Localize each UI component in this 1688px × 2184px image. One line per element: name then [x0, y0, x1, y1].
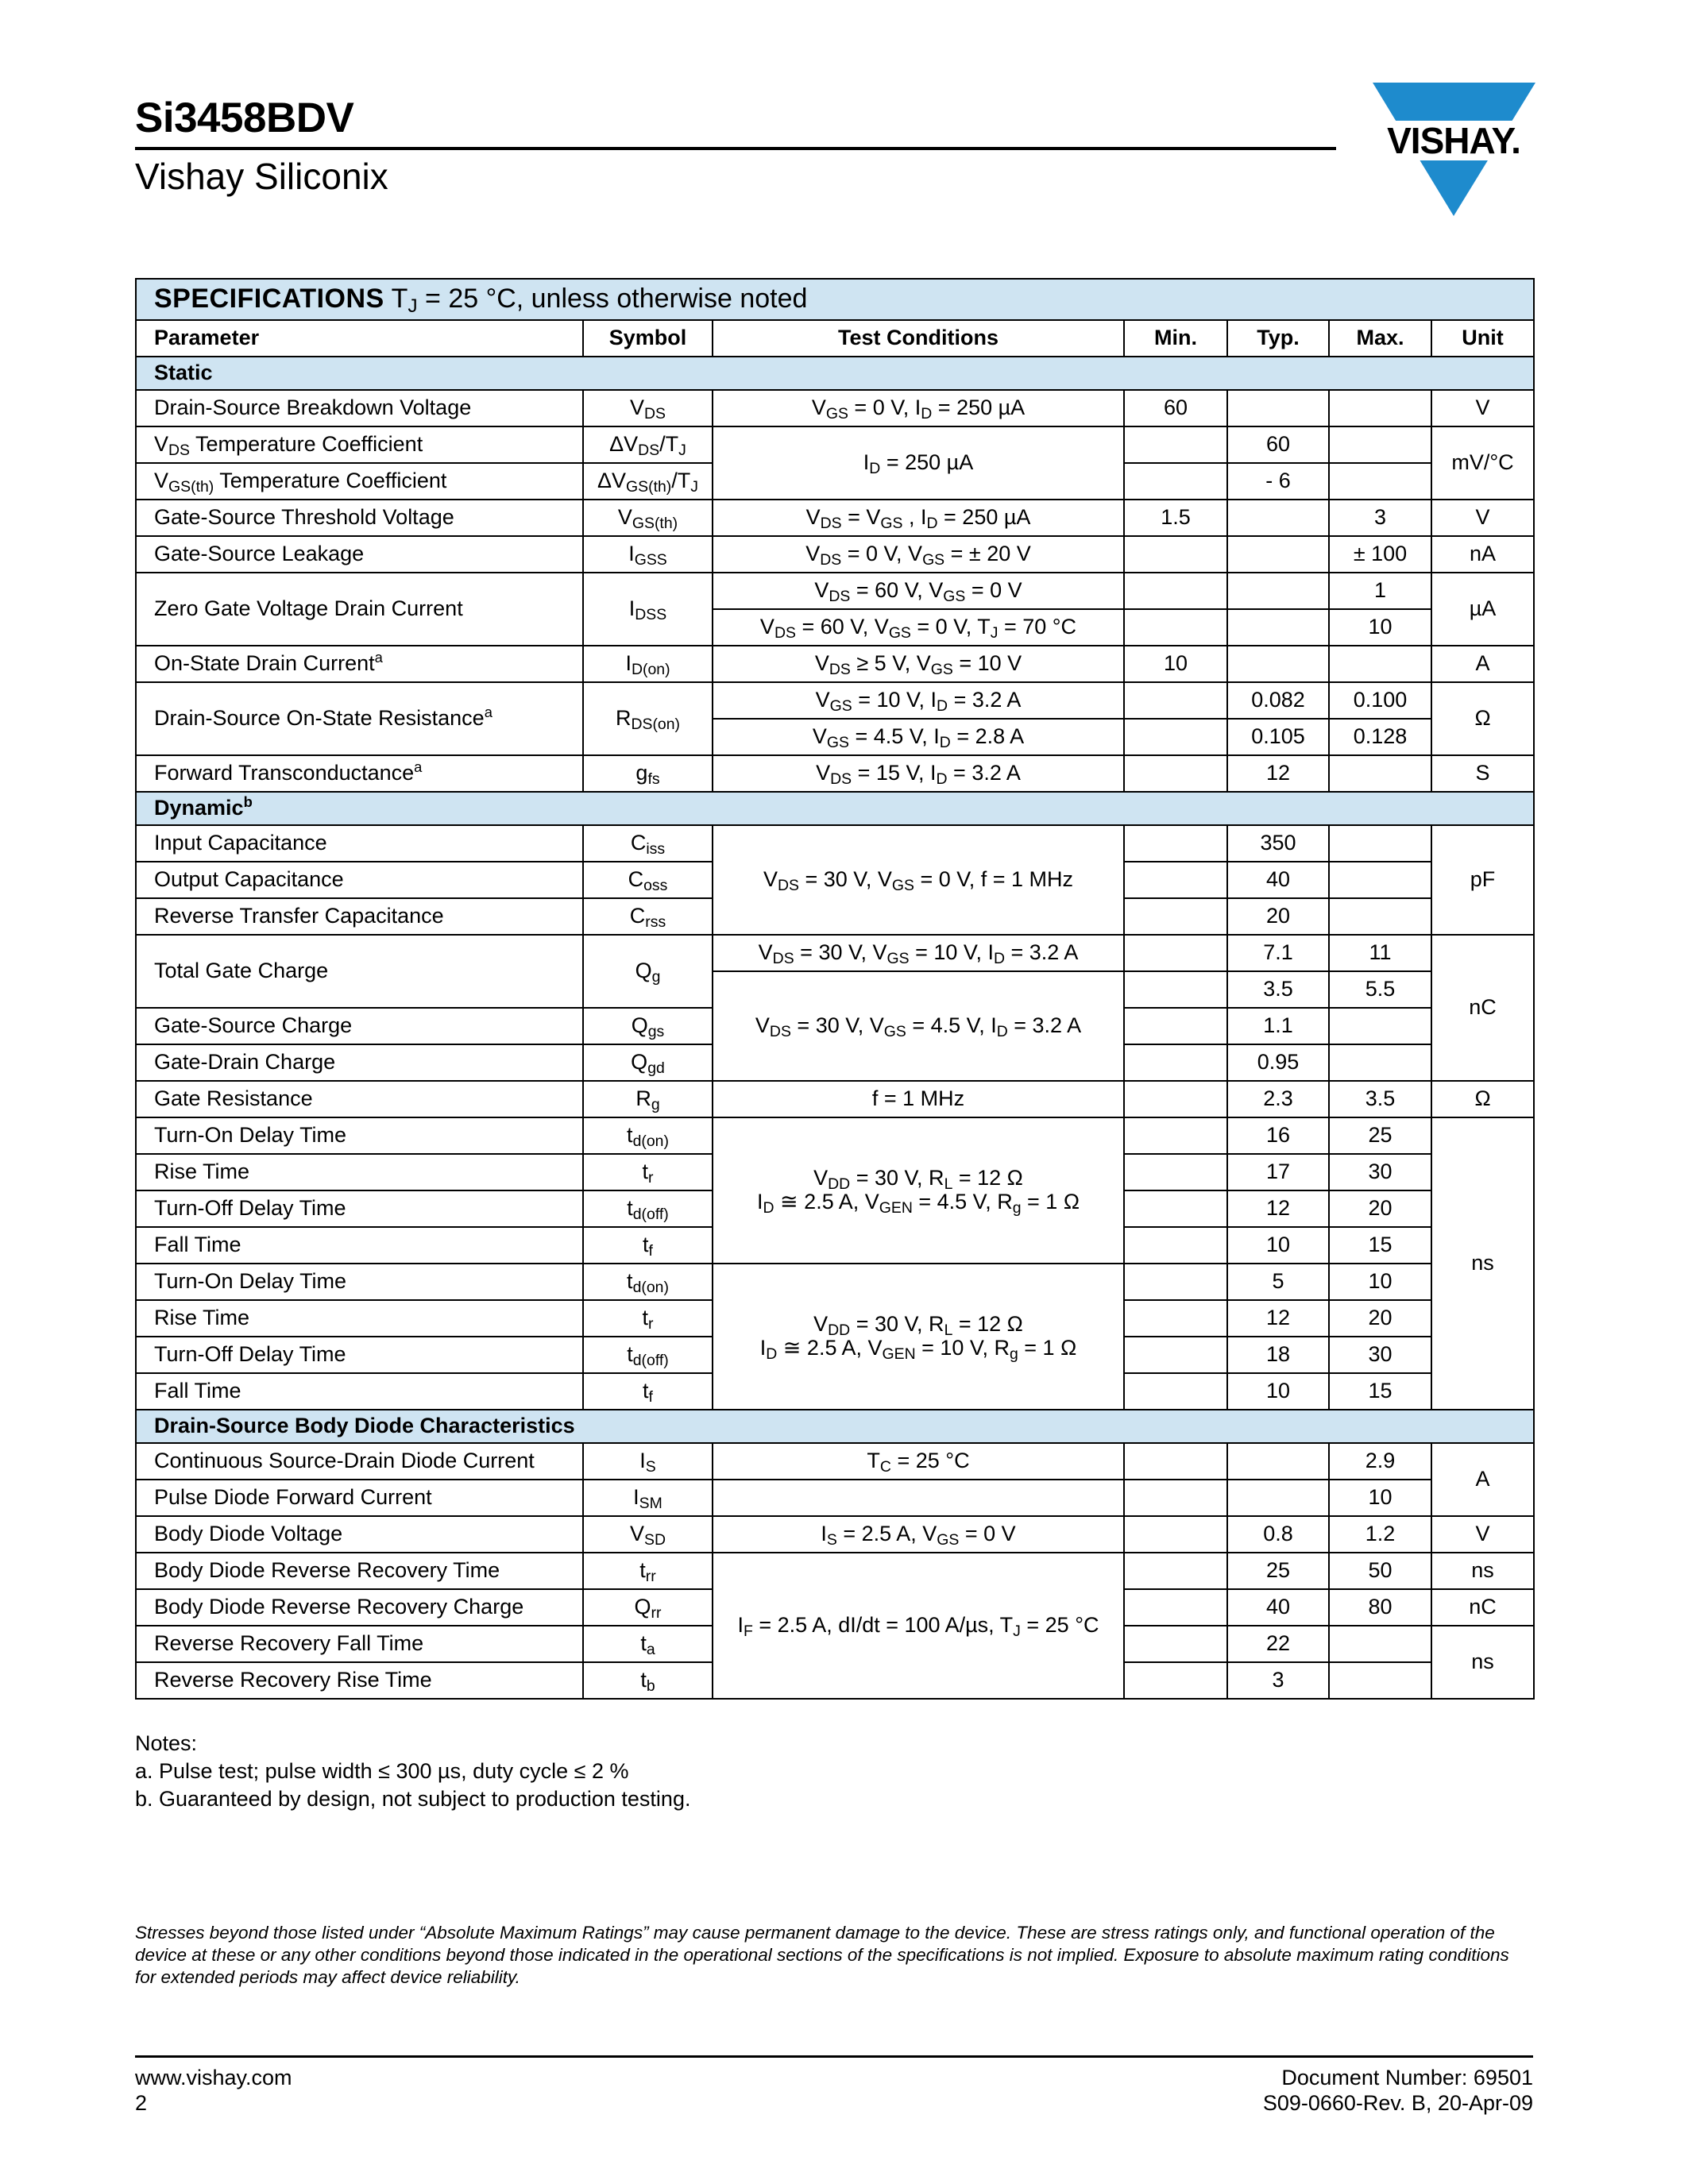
cell-param: Reverse Recovery Fall Time	[136, 1626, 583, 1662]
cell-sym: $Q_{gs}$	[583, 1008, 713, 1044]
cell-min	[1124, 1662, 1227, 1699]
cell-unit: Ω	[1431, 682, 1534, 755]
cell-max	[1329, 646, 1431, 682]
cell-sym: $t_a$	[583, 1626, 713, 1662]
cell-typ: 60	[1227, 426, 1329, 463]
note-a: a. Pulse test; pulse width ≤ 300 µs, duty cycle ≤ 2 %	[135, 1759, 629, 1783]
cell-min	[1124, 1117, 1227, 1154]
cell-typ: 0.082	[1227, 682, 1329, 719]
cell-sym: $\Delta V_{GS(th)}/T_J$	[583, 463, 713, 500]
cell-sym: $C_{oss}$	[583, 862, 713, 898]
table-row	[136, 573, 1534, 609]
col-header-symbol: Symbol	[583, 320, 713, 357]
table-row	[136, 646, 1534, 682]
cell-min	[1124, 898, 1227, 935]
table-row	[136, 536, 1534, 573]
table-row	[136, 1264, 1534, 1300]
table-row	[136, 935, 1534, 971]
cell-max: 2.9	[1329, 1443, 1431, 1480]
footer-page-number: 2	[135, 2091, 148, 2115]
col-header-max: Max.	[1329, 320, 1431, 357]
cell-sym: $t_f$	[583, 1373, 713, 1410]
cell-typ: 12	[1227, 755, 1329, 792]
cell-param: Turn-Off Delay Time	[136, 1190, 583, 1227]
cell-typ: 16	[1227, 1117, 1329, 1154]
cell-typ: 18	[1227, 1337, 1329, 1373]
cell-min	[1124, 825, 1227, 862]
cell-param: Zero Gate Voltage Drain Current	[136, 573, 583, 646]
document-title: Si3458BDV	[135, 95, 354, 141]
cell-min	[1124, 971, 1227, 1008]
cell-param: Reverse Transfer Capacitance	[136, 898, 583, 935]
cell-min	[1124, 1300, 1227, 1337]
cell-unit: V	[1431, 390, 1534, 426]
cell-param: Gate-Source Leakage	[136, 536, 583, 573]
cell-min	[1124, 1589, 1227, 1626]
cell-max: 20	[1329, 1300, 1431, 1337]
vishay-logo	[1373, 83, 1535, 216]
cell-cond: $V_{GS} = 4.5$ V, $I_D = 2.8$ A	[713, 719, 1124, 755]
cell-typ: 12	[1227, 1300, 1329, 1337]
cell-sym: $t_{rr}$	[583, 1553, 713, 1589]
cell-sym: $t_b$	[583, 1662, 713, 1699]
table-row	[136, 1553, 1534, 1589]
cell-min	[1124, 426, 1227, 463]
cell-max: 25	[1329, 1117, 1431, 1154]
cell-max	[1329, 898, 1431, 935]
cell-typ: 10	[1227, 1227, 1329, 1264]
notes	[135, 1730, 690, 1813]
cell-param: Forward Transconductance$^a$	[136, 755, 583, 792]
col-header-parameter: Parameter	[136, 320, 583, 357]
caption-bold: SPECIFICATIONS	[154, 284, 384, 314]
cell-param: Fall Time	[136, 1227, 583, 1264]
cell-cond: $I_S = 2.5$ A, $V_{GS} = 0$ V	[713, 1516, 1124, 1553]
cell-unit: V	[1431, 1516, 1534, 1553]
cell-sym: $I_{GSS}$	[583, 536, 713, 573]
cell-param: Reverse Recovery Rise Time	[136, 1662, 583, 1699]
cell-typ: 40	[1227, 1589, 1329, 1626]
cell-typ	[1227, 536, 1329, 573]
cell-unit: pF	[1431, 825, 1534, 935]
cell-max	[1329, 1044, 1431, 1081]
cell-max: 80	[1329, 1589, 1431, 1626]
cell-max: 15	[1329, 1373, 1431, 1410]
cell-typ: - 6	[1227, 463, 1329, 500]
cell-unit: V	[1431, 500, 1534, 536]
cell-max: 11	[1329, 935, 1431, 971]
table-row	[136, 755, 1534, 792]
cell-cond: $V_{DS} = 60$ V, $V_{GS} = 0$ V, $T_J = 70$ °C	[713, 609, 1124, 646]
table-row	[136, 426, 1534, 463]
cell-unit: A	[1431, 646, 1534, 682]
cell-min	[1124, 536, 1227, 573]
cell-cond: $V_{DD} = 30$ V, $R_L = 12$ Ω $I_D$ ≅ 2.5 A, $V_{GEN} = 10$ V, $R_g = 1$ Ω	[713, 1264, 1124, 1410]
cell-cond: $V_{DS} = 60$ V, $V_{GS} = 0$ V	[713, 573, 1124, 609]
cell-sym: $t_{d(on)}$	[583, 1264, 713, 1300]
cell-min: 10	[1124, 646, 1227, 682]
cell-typ: 10	[1227, 1373, 1329, 1410]
cell-typ	[1227, 1480, 1329, 1516]
cell-param: Pulse Diode Forward Current	[136, 1480, 583, 1516]
cell-max	[1329, 1626, 1431, 1662]
cell-typ: 350	[1227, 825, 1329, 862]
footer-doc-number: Document Number: 69501	[1281, 2066, 1533, 2089]
table-row	[136, 1117, 1534, 1154]
cell-param: Turn-Off Delay Time	[136, 1337, 583, 1373]
cell-cond: $V_{DS} = 30$ V, $V_{GS} = 10$ V, $I_D = 3.2$ A	[713, 935, 1124, 971]
cell-min	[1124, 1044, 1227, 1081]
table-row	[136, 500, 1534, 536]
cell-typ: 5	[1227, 1264, 1329, 1300]
cell-param: Drain-Source On-State Resistance$^a$	[136, 682, 583, 755]
section-header-static: Static	[136, 357, 1534, 390]
cell-min	[1124, 1516, 1227, 1553]
table-row	[136, 825, 1534, 862]
cell-min	[1124, 935, 1227, 971]
cell-min	[1124, 755, 1227, 792]
section-row-diode	[136, 1410, 1534, 1443]
cell-min	[1124, 463, 1227, 500]
cell-min	[1124, 1373, 1227, 1410]
table-row	[136, 1480, 1534, 1516]
cell-min	[1124, 1154, 1227, 1190]
cell-min	[1124, 1190, 1227, 1227]
cell-param: Gate-Drain Charge	[136, 1044, 583, 1081]
cell-param: $V_{DS}$ Temperature Coefficient	[136, 426, 583, 463]
cell-typ	[1227, 390, 1329, 426]
table-row	[136, 1081, 1534, 1117]
table-row	[136, 1443, 1534, 1480]
cell-max: ± 100	[1329, 536, 1431, 573]
cell-sym: $g_{fs}$	[583, 755, 713, 792]
cell-param: Rise Time	[136, 1154, 583, 1190]
cell-sym: $V_{GS(th)}$	[583, 500, 713, 536]
cell-cond: $V_{GS} = 0$ V, $I_D = 250$ µA	[713, 390, 1124, 426]
footer-rule	[135, 2055, 1533, 2058]
footer-revision: S09-0660-Rev. B, 20-Apr-09	[1262, 2091, 1533, 2115]
section-row-dynamic	[136, 792, 1534, 825]
section-header-dynamic: Dynamic$^b$	[136, 792, 1534, 825]
cell-max	[1329, 862, 1431, 898]
cell-max: 20	[1329, 1190, 1431, 1227]
cell-cond: $V_{DD} = 30$ V, $R_L = 12$ Ω $I_D$ ≅ 2.5 A, $V_{GEN} = 4.5$ V, $R_g = 1$ Ω	[713, 1117, 1124, 1264]
cell-min	[1124, 862, 1227, 898]
cell-typ: 0.105	[1227, 719, 1329, 755]
cell-max: 1	[1329, 573, 1431, 609]
cell-param: $V_{GS(th)}$ Temperature Coefficient	[136, 463, 583, 500]
notes-heading: Notes:	[135, 1731, 198, 1755]
col-header-typ: Typ.	[1227, 320, 1329, 357]
cell-min: 1.5	[1124, 500, 1227, 536]
cell-max: 50	[1329, 1553, 1431, 1589]
cell-sym: $t_{d(off)}$	[583, 1190, 713, 1227]
cell-cond: $V_{DS} = 15$ V, $I_D = 3.2$ A	[713, 755, 1124, 792]
cell-min	[1124, 1553, 1227, 1589]
cell-unit: nC	[1431, 935, 1534, 1081]
cell-max	[1329, 755, 1431, 792]
cell-param: Gate Resistance	[136, 1081, 583, 1117]
cell-unit: nA	[1431, 536, 1534, 573]
cell-param: Total Gate Charge	[136, 935, 583, 1008]
cell-max	[1329, 825, 1431, 862]
cell-max: 0.100	[1329, 682, 1431, 719]
cell-param: On-State Drain Current$^a$	[136, 646, 583, 682]
cell-sym: $Q_{gd}$	[583, 1044, 713, 1081]
cell-param: Drain-Source Breakdown Voltage	[136, 390, 583, 426]
cell-cond	[713, 1480, 1124, 1516]
cell-max: 1.2	[1329, 1516, 1431, 1553]
cell-cond: f = 1 MHz	[713, 1081, 1124, 1117]
cell-min	[1124, 719, 1227, 755]
cell-typ: 12	[1227, 1190, 1329, 1227]
cell-param: Gate-Source Threshold Voltage	[136, 500, 583, 536]
cell-max: 15	[1329, 1227, 1431, 1264]
cell-sym: $t_f$	[583, 1227, 713, 1264]
cell-cond: $V_{DS} \ge 5$ V, $V_{GS} = 10$ V	[713, 646, 1124, 682]
table-row	[136, 682, 1534, 719]
footer-left	[135, 2065, 292, 2116]
cell-typ	[1227, 1443, 1329, 1480]
cell-max: 30	[1329, 1154, 1431, 1190]
cell-typ: 1.1	[1227, 1008, 1329, 1044]
cell-typ: 0.95	[1227, 1044, 1329, 1081]
cell-param: Body Diode Voltage	[136, 1516, 583, 1553]
cell-param: Fall Time	[136, 1373, 583, 1410]
cell-unit: S	[1431, 755, 1534, 792]
col-header-unit: Unit	[1431, 320, 1534, 357]
cell-param: Rise Time	[136, 1300, 583, 1337]
cell-cond: $V_{GS} = 10$ V, $I_D = 3.2$ A	[713, 682, 1124, 719]
cell-sym: $C_{rss}$	[583, 898, 713, 935]
cell-typ	[1227, 609, 1329, 646]
cell-max	[1329, 390, 1431, 426]
note-b: b. Guaranteed by design, not subject to production testing.	[135, 1787, 691, 1811]
cell-cond: $V_{DS} = 0$ V, $V_{GS}$ = ± 20 V	[713, 536, 1124, 573]
col-header-conditions: Test Conditions	[713, 320, 1124, 357]
cell-cond: $T_C = 25$ °C	[713, 1443, 1124, 1480]
cell-cond: $V_{DS} = 30$ V, $V_{GS} = 4.5$ V, $I_D = 3.2$ A	[713, 971, 1124, 1081]
cell-max: 10	[1329, 1264, 1431, 1300]
header-rule	[135, 147, 1336, 150]
cell-sym: $\Delta V_{DS}/T_J$	[583, 426, 713, 463]
cell-unit: ns	[1431, 1626, 1534, 1699]
cell-sym: $I_{SM}$	[583, 1480, 713, 1516]
cell-sym: $I_S$	[583, 1443, 713, 1480]
cell-max: 5.5	[1329, 971, 1431, 1008]
cell-sym: $t_{d(on)}$	[583, 1117, 713, 1154]
cell-min	[1124, 1480, 1227, 1516]
cell-param: Input Capacitance	[136, 825, 583, 862]
cell-sym: $Q_{rr}$	[583, 1589, 713, 1626]
cell-sym: $t_{d(off)}$	[583, 1337, 713, 1373]
cell-sym: $C_{iss}$	[583, 825, 713, 862]
footer-right	[1263, 2065, 1533, 2116]
cell-max: 3.5	[1329, 1081, 1431, 1117]
cell-min	[1124, 1081, 1227, 1117]
cell-min	[1124, 1008, 1227, 1044]
cell-typ: 40	[1227, 862, 1329, 898]
cell-cond: $V_{DS} = V_{GS}$ , $I_D = 250$ µA	[713, 500, 1124, 536]
cell-param: Turn-On Delay Time	[136, 1117, 583, 1154]
cell-max: 30	[1329, 1337, 1431, 1373]
document-subtitle: Vishay Siliconix	[135, 156, 388, 197]
cell-max: 10	[1329, 609, 1431, 646]
cell-cond: $V_{DS} = 30$ V, $V_{GS} = 0$ V, f = 1 MHz	[713, 825, 1124, 935]
cell-typ: 22	[1227, 1626, 1329, 1662]
section-row-static	[136, 357, 1534, 390]
cell-param: Output Capacitance	[136, 862, 583, 898]
cell-unit: ns	[1431, 1117, 1534, 1410]
cell-param: Body Diode Reverse Recovery Charge	[136, 1589, 583, 1626]
table-caption	[136, 279, 1534, 320]
cell-typ: 25	[1227, 1553, 1329, 1589]
cell-unit: nC	[1431, 1589, 1534, 1626]
cell-param: Gate-Source Charge	[136, 1008, 583, 1044]
cell-cond: $I_F = 2.5$ A, dI/dt = 100 A/µs, $T_J = 25$ °C	[713, 1553, 1124, 1699]
cell-sym: $t_r$	[583, 1154, 713, 1190]
cell-param: Body Diode Reverse Recovery Time	[136, 1553, 583, 1589]
stress-disclaimer: Stresses beyond those listed under “Absolute Maximum Ratings” may cause permanent damage to the device. These are stress ratings only, and functional operation of the device at these or any other conditions beyond those indicated in the operational sections of the specifications is not implied. Exposure to absolute maximum rating conditions for extended periods may affect device reliability.	[135, 1923, 1509, 1987]
cell-typ: 17	[1227, 1154, 1329, 1190]
cell-typ: 2.3	[1227, 1081, 1329, 1117]
cell-unit: Ω	[1431, 1081, 1534, 1117]
cell-max: 10	[1329, 1480, 1431, 1516]
logo-text: VISHAY.	[1387, 120, 1520, 161]
cell-max	[1329, 426, 1431, 463]
cell-min: 60	[1124, 390, 1227, 426]
cell-typ	[1227, 646, 1329, 682]
cell-typ	[1227, 573, 1329, 609]
caption-rest: $T_J = 25$ °C, unless otherwise noted	[391, 284, 808, 318]
col-header-min: Min.	[1124, 320, 1227, 357]
cell-sym: $V_{SD}$	[583, 1516, 713, 1553]
cell-min	[1124, 1443, 1227, 1480]
cell-typ: 7.1	[1227, 935, 1329, 971]
cell-min	[1124, 1337, 1227, 1373]
table-row	[136, 1516, 1534, 1553]
cell-sym: $Q_g$	[583, 935, 713, 1008]
cell-min	[1124, 573, 1227, 609]
cell-max	[1329, 463, 1431, 500]
cell-max: 3	[1329, 500, 1431, 536]
cell-typ	[1227, 500, 1329, 536]
cell-sym: $R_g$	[583, 1081, 713, 1117]
cell-typ: 3.5	[1227, 971, 1329, 1008]
cell-min	[1124, 609, 1227, 646]
cell-cond: $I_D = 250$ µA	[713, 426, 1124, 500]
cell-unit: ns	[1431, 1553, 1534, 1589]
caption-row	[136, 279, 1534, 320]
cell-sym: $R_{DS(on)}$	[583, 682, 713, 755]
footer-url[interactable]: www.vishay.com	[135, 2066, 292, 2089]
cell-typ: 0.8	[1227, 1516, 1329, 1553]
cell-typ: 3	[1227, 1662, 1329, 1699]
cell-min	[1124, 682, 1227, 719]
cell-sym: $V_{DS}$	[583, 390, 713, 426]
cell-sym: $t_r$	[583, 1300, 713, 1337]
cell-max	[1329, 1008, 1431, 1044]
cell-sym: $I_{D(on)}$	[583, 646, 713, 682]
cell-max	[1329, 1662, 1431, 1699]
cell-min	[1124, 1227, 1227, 1264]
cell-typ: 20	[1227, 898, 1329, 935]
header-row	[136, 320, 1534, 357]
cell-unit: µA	[1431, 573, 1534, 646]
cell-sym: $I_{DSS}$	[583, 573, 713, 646]
cell-unit: A	[1431, 1443, 1534, 1516]
cell-min	[1124, 1264, 1227, 1300]
specifications-table	[135, 278, 1535, 1700]
table-row	[136, 390, 1534, 426]
cell-min	[1124, 1626, 1227, 1662]
cell-unit: mV/°C	[1431, 426, 1534, 500]
cell-param: Continuous Source-Drain Diode Current	[136, 1443, 583, 1480]
cell-param: Turn-On Delay Time	[136, 1264, 583, 1300]
specifications-body	[136, 279, 1534, 1699]
cell-max: 0.128	[1329, 719, 1431, 755]
section-header-diode: Drain-Source Body Diode Characteristics	[136, 1410, 1534, 1443]
